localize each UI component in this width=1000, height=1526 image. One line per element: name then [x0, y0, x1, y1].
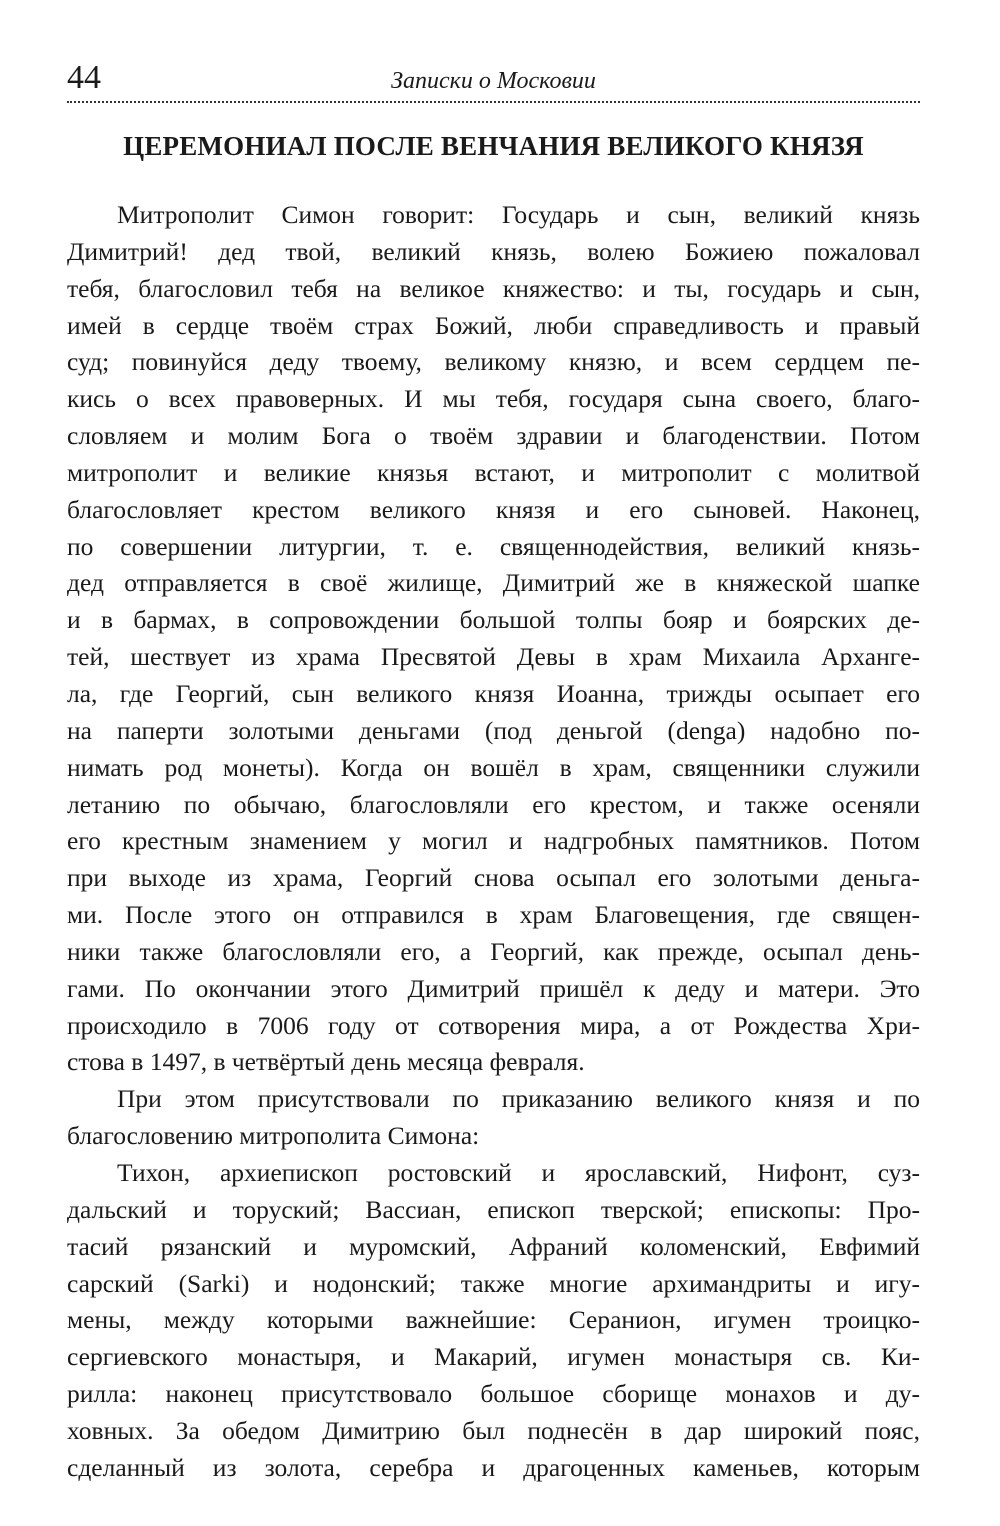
text-line: происходило в 7006 году от сотворения мира, а от Рождества Хри- [67, 1010, 920, 1040]
text-line: гами. По окончании этого Димитрий пришёл к деду и матери. Это [67, 973, 920, 1003]
text-line: мены, между которыми важнейшие: Серанион, игумен троицко- [67, 1305, 920, 1335]
text-line: дальский и торуский; Вассиан, епископ тверской; епископы: Про- [67, 1194, 920, 1224]
text-line: Димитрий! дед твой, великий князь, волею Божиею пожаловал [67, 236, 920, 266]
text-line: Тихон, архиепископ ростовский и ярославский, Нифонт, суз- [117, 1158, 920, 1187]
chapter-title: ЦЕРЕМОНИАЛ ПОСЛЕ ВЕНЧАНИЯ ВЕЛИКОГО КНЯЗЯ [123, 131, 864, 161]
header-divider [67, 101, 920, 103]
text-line: нимать род монеты). Когда он вошёл в храм, священники служили [67, 752, 920, 782]
text-line: имей в сердце твоём страх Божий, люби справедливость и правый [67, 310, 920, 340]
text-line: Митрополит Симон говорит: Государь и сын, великий князь [117, 200, 920, 229]
page-number: 44 [67, 59, 101, 96]
text-line: ла, где Георгий, сын великого князя Иоанна, трижды осыпает его [67, 678, 920, 708]
text-line: митрополит и великие князья встают, и митрополит с молитвой [67, 457, 920, 487]
text-line: При этом присутствовали по приказанию великого князя и по [117, 1084, 920, 1113]
text-line: его крестным знамением у могил и надгробных памятников. Потом [67, 826, 920, 856]
text-line: благословению митрополита Симона: [67, 1120, 480, 1150]
text-line: по совершении литургии, т. е. священнодействия, великий князь- [67, 531, 920, 561]
text-line: сделанный из золота, серебра и драгоценных каменьев, которым [67, 1452, 920, 1482]
text-line: сарский (Sarki) и нодонский; также многие архимандриты и игу- [67, 1268, 920, 1298]
text-line: ми. После этого он отправился в храм Благовещения, где священ- [67, 900, 920, 930]
page-header [67, 58, 920, 102]
paragraph [67, 1081, 920, 1155]
text-line: сергиевского монастыря, и Макарий, игумен монастыря св. Ки- [67, 1342, 920, 1372]
text-line: дед отправляется в своё жилище, Димитрий же в княжеской шапке [67, 568, 920, 598]
text-line: тей, шествует из храма Пресвятой Девы в храм Михаила Архангe- [67, 642, 920, 672]
text-line: ховных. За обедом Димитрию был поднесён в дар широкий пояс, [67, 1415, 920, 1445]
text-line: на паперти золотыми деньгами (под деньгой (denga) надобно по- [67, 715, 920, 745]
text-line: тебя, благословил тебя на великое княжество: и ты, государь и сын, [67, 273, 920, 303]
text-line: суд; повинуйся деду твоему, великому князю, и всем сердцем пе- [67, 347, 920, 377]
text-line: благословляет крестом великого князя и его сыновей. Наконец, [67, 494, 920, 524]
text-line: кись о всех правоверных. И мы тебя, государя сына своего, благо- [67, 384, 920, 414]
text-line: словляем и молим Бога о твоём здравии и благоденствии. Потом [67, 421, 920, 451]
text-line: и в бармах, в сопровождении большой толпы бояр и боярских де- [67, 605, 920, 635]
text-line: ники также благословляли его, а Георгий, как прежде, осыпал день- [67, 936, 920, 966]
text-line: летанию по обычаю, благословляли его крестом, и также осеняли [67, 789, 920, 819]
running-title: Записки о Московии [391, 68, 596, 94]
text-line: тасий рязанский и муромский, Афраний коломенский, Евфимий [67, 1231, 920, 1261]
text-line: стова в 1497, в четвёртый день месяца февраля. [67, 1047, 585, 1077]
paragraph [67, 197, 920, 1081]
paragraph [67, 1155, 920, 1487]
text-line: рилла: наконец присутствовало большое сборище монахов и ду- [67, 1379, 920, 1409]
text-line: при выходе из храма, Георгий снова осыпал его золотыми деньга- [67, 863, 920, 893]
